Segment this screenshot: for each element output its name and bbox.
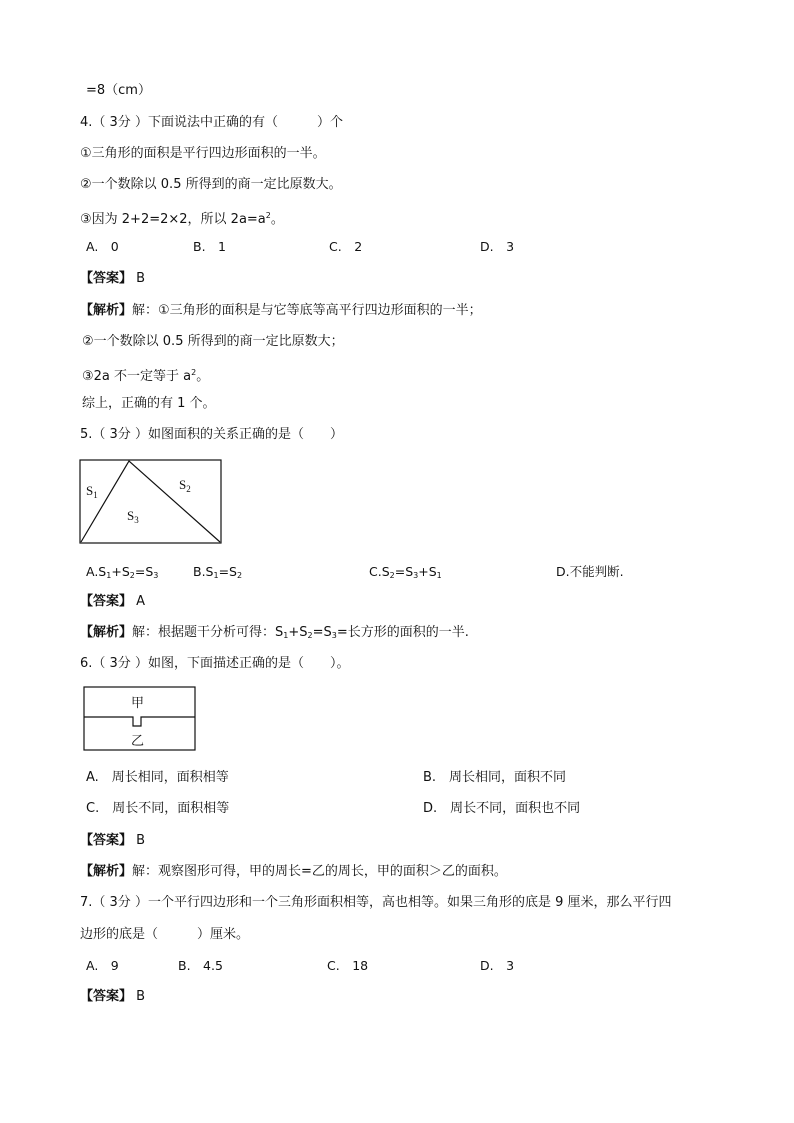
question-7-option-b: B. 4.5	[178, 958, 223, 973]
question-6-option-a: A. 周长相同，面积相等	[86, 770, 229, 785]
question-5-explanation: 【解析】解：根据题干分析可得：$S_1+S_2=S_3=$长方形的面积的一半.	[80, 625, 469, 640]
question-4-explanation-2: ②一个数除以 0.5 所得到的商一定比原数大；	[82, 334, 344, 349]
question-4-option-d: D. 3	[480, 239, 515, 254]
question-4-answer: 【答案】 B	[80, 271, 146, 286]
question-7-title-2: 边形的底是（ ）厘米。	[80, 927, 250, 942]
question-4-option-b: B. 1	[193, 239, 227, 254]
question-6-option-c: C. 周长不同，面积相等	[86, 801, 230, 816]
question-6-title: 6.（ 3分 ）如图，下面描述正确的是（ ）。	[80, 656, 350, 671]
question-4-option-a: A. 0	[86, 239, 119, 254]
question-5-option-c: $C.S_2=S_3+S_1$	[369, 564, 442, 580]
label-s2: $S_2$	[179, 477, 191, 494]
question-4-statement-1: ①三角形的面积是平行四边形面积的一半。	[80, 146, 326, 161]
question-5-option-a: $A.S_1+S_2=S_3$	[86, 564, 159, 580]
question-4-explanation-3: ③2a 不一定等于 $a^2$。	[82, 368, 210, 384]
triangle-shape	[81, 461, 220, 542]
question-4-explanation: 【解析】解：①三角形的面积是与它等底等高平行四边形面积的一半；	[80, 303, 482, 318]
question-7-option-a: A. 9	[86, 958, 119, 973]
question-5-option-d: D.不能判断.	[556, 564, 624, 579]
question-6-option-d: D. 周长不同，面积也不同	[423, 801, 581, 816]
divider-line	[84, 717, 195, 726]
question-5-answer: 【答案】 A	[80, 594, 146, 609]
question-7-option-d: D. 3	[480, 958, 515, 973]
question-5-title: 5.（ 3分 ）如图面积的关系正确的是（ ）	[80, 427, 343, 442]
question-4-title: 4.（ 3分 ）下面说法中正确的有（ ）个	[80, 115, 343, 130]
prev-answer-line: =8（cm）	[86, 83, 151, 98]
question-4-statement-3: ③因为 2+2=2×2，所以 $2a=a^2$。	[80, 211, 284, 227]
question-7-answer: 【答案】 B	[80, 989, 146, 1004]
question-4-option-c: C. 2	[329, 239, 363, 254]
question-6-figure	[83, 686, 197, 752]
question-6-answer: 【答案】 B	[80, 833, 146, 848]
question-4-explanation-4: 综上，正确的有 1 个。	[82, 396, 216, 411]
question-5-figure	[79, 459, 223, 545]
label-jia: 甲	[131, 696, 145, 711]
label-yi: 乙	[131, 734, 145, 749]
question-7-title: 7.（ 3分 ）一个平行四边形和一个三角形面积相等，高也相等。如果三角形的底是 9 厘米，那么平行四	[80, 895, 672, 910]
question-4-statement-2: ②一个数除以 0.5 所得到的商一定比原数大。	[80, 177, 342, 192]
label-s3: $S_3$	[127, 508, 139, 525]
question-5-option-b: $B.S_1=S_2$	[193, 564, 243, 580]
label-s1: $S_1$	[86, 483, 98, 500]
question-6-explanation: 【解析】解：观察图形可得，甲的周长=乙的周长，甲的面积＞乙的面积。	[80, 864, 507, 879]
question-7-option-c: C. 18	[327, 958, 369, 973]
question-6-option-b: B. 周长相同，面积不同	[423, 770, 567, 785]
rectangle-shape	[80, 460, 221, 543]
